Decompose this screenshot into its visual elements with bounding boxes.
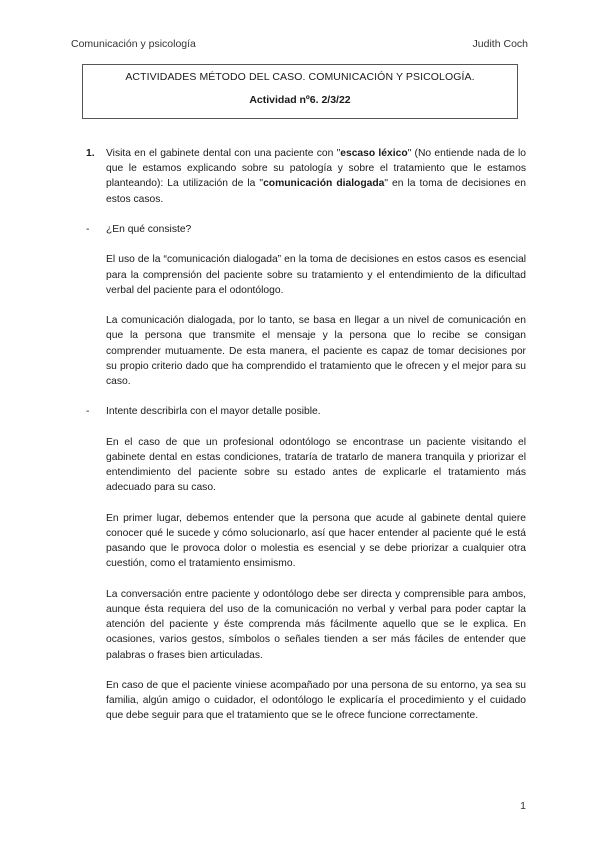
header-course-title: Comunicación y psicología xyxy=(71,38,196,50)
paragraph: El uso de la “comunicación dialogada” en la toma de decisiones en estos casos es esencial para la comprensión del paciente sobre su tratamiento y el entendimiento de la dificultad verbal del paciente para el odontólogo. xyxy=(106,254,526,296)
document-body xyxy=(86,146,526,724)
bullet-dash: - xyxy=(86,406,90,418)
question-bold-term: escaso léxico xyxy=(340,148,408,159)
question-number: 1. xyxy=(86,148,95,159)
paragraph: En el caso de que un profesional odontólogo se encontrase un paciente visitando el gabinete dental en estas condiciones, trataría de tratarlo de manera tranquila y priorizar el entendimiento del paciente sobre su estado antes de explicarle el tratamiento más adecuado para su caso. xyxy=(106,436,526,494)
question-1 xyxy=(86,146,526,207)
section-heading-text: ¿En qué consiste? xyxy=(106,224,192,235)
header-author: Judith Coch xyxy=(472,38,528,50)
paragraph: En caso de que el paciente viniese acompañado por una persona de su entorno, ya sea su familia, algún amigo o cuidador, el odontólogo le explicaría el procedimiento y el cuidado que debe seguir para que el tratamiento que se le ofrece funcione correctamente. xyxy=(106,679,526,722)
paragraph: La comunicación dialogada, por lo tanto, se basa en llegar a un nivel de comunicación en que la persona que transmite el mensaje y la persona que lo recibe se consigan comprender mutuamente. De esta manera, el paciente es capaz de tomar decisiones por su propio criterio dado que ha comprendido el tratamiento que le ofrecen y el mejor para su caso. xyxy=(106,315,526,387)
document-title: ACTIVIDADES MÉTODO DEL CASO. COMUNICACIÓN Y PSICOLOGÍA. xyxy=(125,71,475,83)
question-text-part: " en la toma de decisiones en estos casos. xyxy=(106,178,526,205)
section-heading-text: Intente describirla con el mayor detalle posible. xyxy=(106,406,321,418)
activity-label: Actividad nº6. 2/3/22 xyxy=(249,94,351,106)
paragraph: En primer lugar, debemos entender que la persona que acude al gabinete dental quiere conocer qué le sucede y cómo solucionarlo, así que hacer entender al paciente qué le está pasando que le provoca dolor o molestia es esencial y se debe priorizar a cualquier otra cuestión, como el tratamiento ensimismo. xyxy=(106,512,526,570)
section-heading xyxy=(86,404,526,419)
question-bold-term: comunicación dialogada xyxy=(263,178,385,190)
question-text-part: " (No entiende nada de lo que le estamos explicando sobre su patología y sobre el tratamiento que le estamos planteando): La utilización de la " xyxy=(106,148,527,190)
title-box xyxy=(82,64,518,119)
paragraph: La conversación entre paciente y odontólogo debe ser directa y comprensible para ambos, aunque ésta requiera del uso de la comunicación no verbal y verbal para poder captar la atención del paciente y éste comprenda más fácilmente aquello que se le explica. En ocasiones, varios gestos, símbolos o señales tienden a ser más fáciles de entender que palabras o frases bien articuladas. xyxy=(106,588,526,661)
section-heading xyxy=(86,222,526,237)
bullet-dash: - xyxy=(86,224,90,235)
page-number: 1 xyxy=(520,800,526,812)
question-text-part: Visita en el gabinete dental con una paciente con " xyxy=(106,148,341,159)
question-text xyxy=(106,146,526,207)
